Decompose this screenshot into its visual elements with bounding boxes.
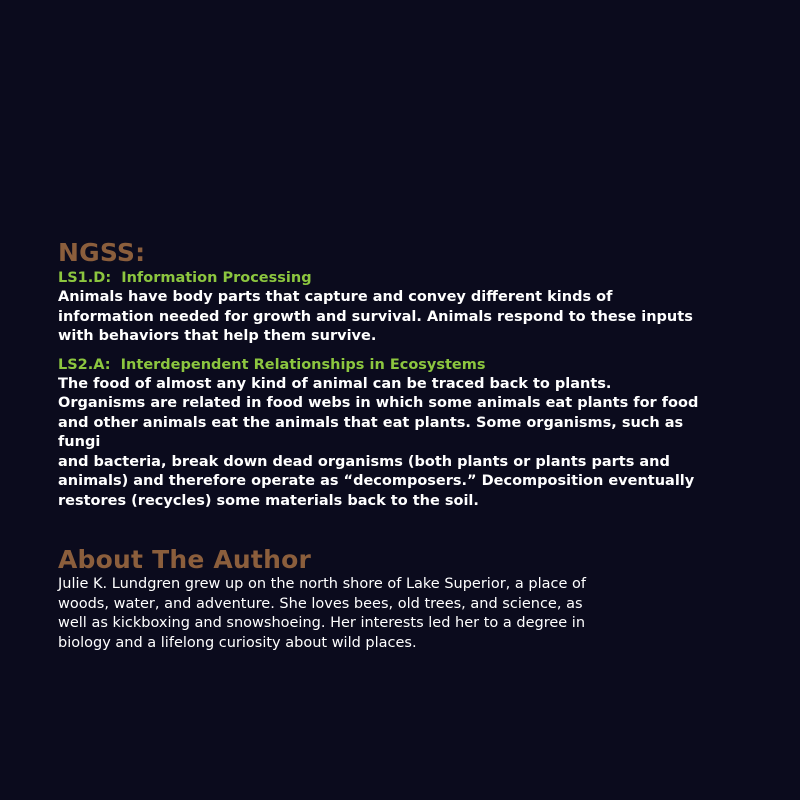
text-line: Organisms are related in food webs in which some animals eat plants for food: [58, 395, 699, 411]
standard-code-ls1d: LS1.D: Information Processing: [58, 270, 312, 286]
text-line: The food of almost any kind of animal can be traced back to plants.: [58, 375, 612, 392]
page-content: [58, 238, 699, 653]
text-line: biology and a lifelong curiosity about wild places.: [58, 634, 417, 651]
text-line: Animals have body parts that capture and convey different kinds of: [58, 289, 613, 305]
standard-code-ls2a: LS2.A: Interdependent Relationships in Ecosystems: [58, 356, 486, 373]
about-author-heading: About The Author: [58, 545, 311, 574]
text-line: and bacteria, break down dead organisms (both plants or plants parts and: [58, 453, 670, 470]
text-line: Julie K. Lundgren grew up on the north shore of Lake Superior, a place of: [58, 576, 586, 592]
text-line: animals) and therefore operate as “decomposers.” Decomposition eventually: [58, 473, 695, 489]
text-line: information needed for growth and survival. Animals respond to these inputs: [58, 308, 693, 325]
text-line: restores (recycles) some materials back to the soil.: [58, 492, 479, 509]
text-line: well as kickboxing and snowshoeing. Her interests led her to a degree in: [58, 615, 586, 631]
ngss-heading: NGSS:: [58, 238, 146, 267]
author-bio: [58, 575, 658, 653]
text-line: fungi: [58, 434, 101, 450]
text-line: with behaviors that help them survive.: [58, 328, 377, 344]
text-line: and other animals eat the animals that eat plants. Some organisms, such as: [58, 414, 684, 431]
text-line: woods, water, and adventure. She loves bees, old trees, and science, as: [58, 595, 583, 612]
standard-description-ls1d: [58, 288, 693, 347]
standard-description-ls2a: [58, 375, 699, 512]
